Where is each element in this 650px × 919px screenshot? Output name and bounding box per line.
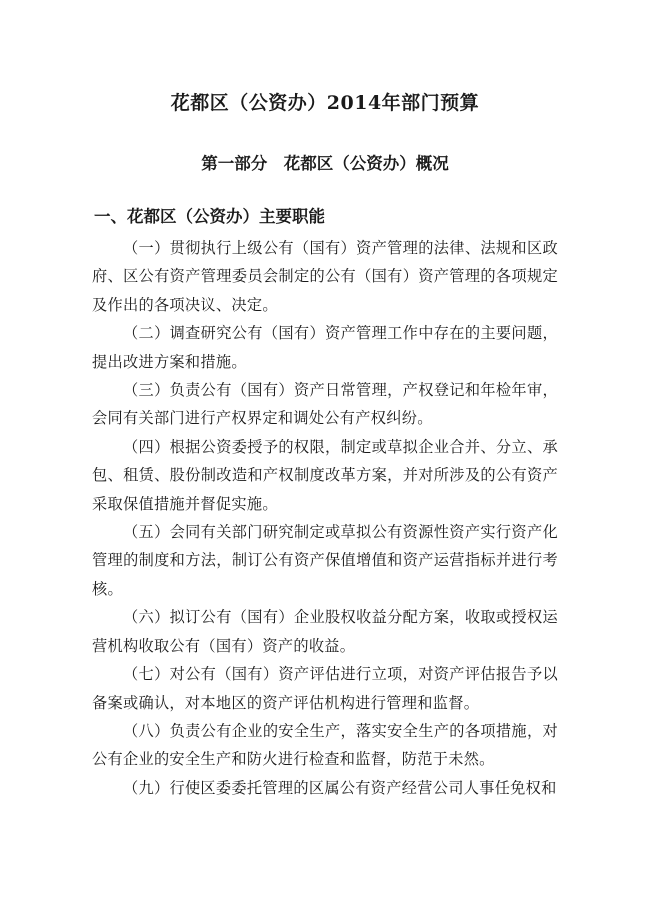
paragraph-2: （二）调查研究公有（国有）资产管理工作中存在的主要问题，提出改进方案和措施。 (92, 324, 558, 371)
part-title: 第一部分 花都区（公资办）概况 (201, 154, 449, 173)
body-text (92, 234, 558, 802)
paragraph-6: （六）拟订公有（国有）企业股权收益分配方案，收取或授权运营机构收取公有（国有）资产的收益。 (92, 608, 558, 655)
paragraph-5: （五）会同有关部门研究制定或草拟公有资源性资产实行资产化管理的制度和方法，制订公有资产保值增值和资产运营指标并进行考核。 (92, 523, 558, 598)
paragraph-7: （七）对公有（国有）资产评估进行立项，对资产评估报告予以备案或确认，对本地区的资产评估机构进行管理和监督。 (92, 665, 558, 712)
paragraph-1: （一）贯彻执行上级公有（国有）资产管理的法律、法规和区政府、区公有资产管理委员会制定的公有（国有）资产管理的各项规定及作出的各项决议、决定。 (92, 239, 558, 314)
paragraph-9: （九）行使区委委托管理的区属公有资产经营公司人事任免权和 (123, 778, 557, 797)
document-title: 花都区（公资办）2014年部门预算 (170, 92, 480, 114)
paragraph-8: （八）负责公有企业的安全生产，落实安全生产的各项措施，对公有企业的安全生产和防火进行检查和监督，防范于未然。 (92, 721, 558, 769)
paragraph-4: （四）根据公资委授予的权限，制定或草拟企业合并、分立、承包、租赁、股份制改造和产权制度改革方案，并对所涉及的公有资产采取保值措施并督促实施。 (92, 437, 558, 513)
paragraph-3: （三）负责公有（国有）资产日常管理，产权登记和年检年审，会同有关部门进行产权界定和调处公有产权纠纷。 (92, 381, 558, 428)
section-heading: 一、花都区（公资办）主要职能 (94, 207, 325, 226)
